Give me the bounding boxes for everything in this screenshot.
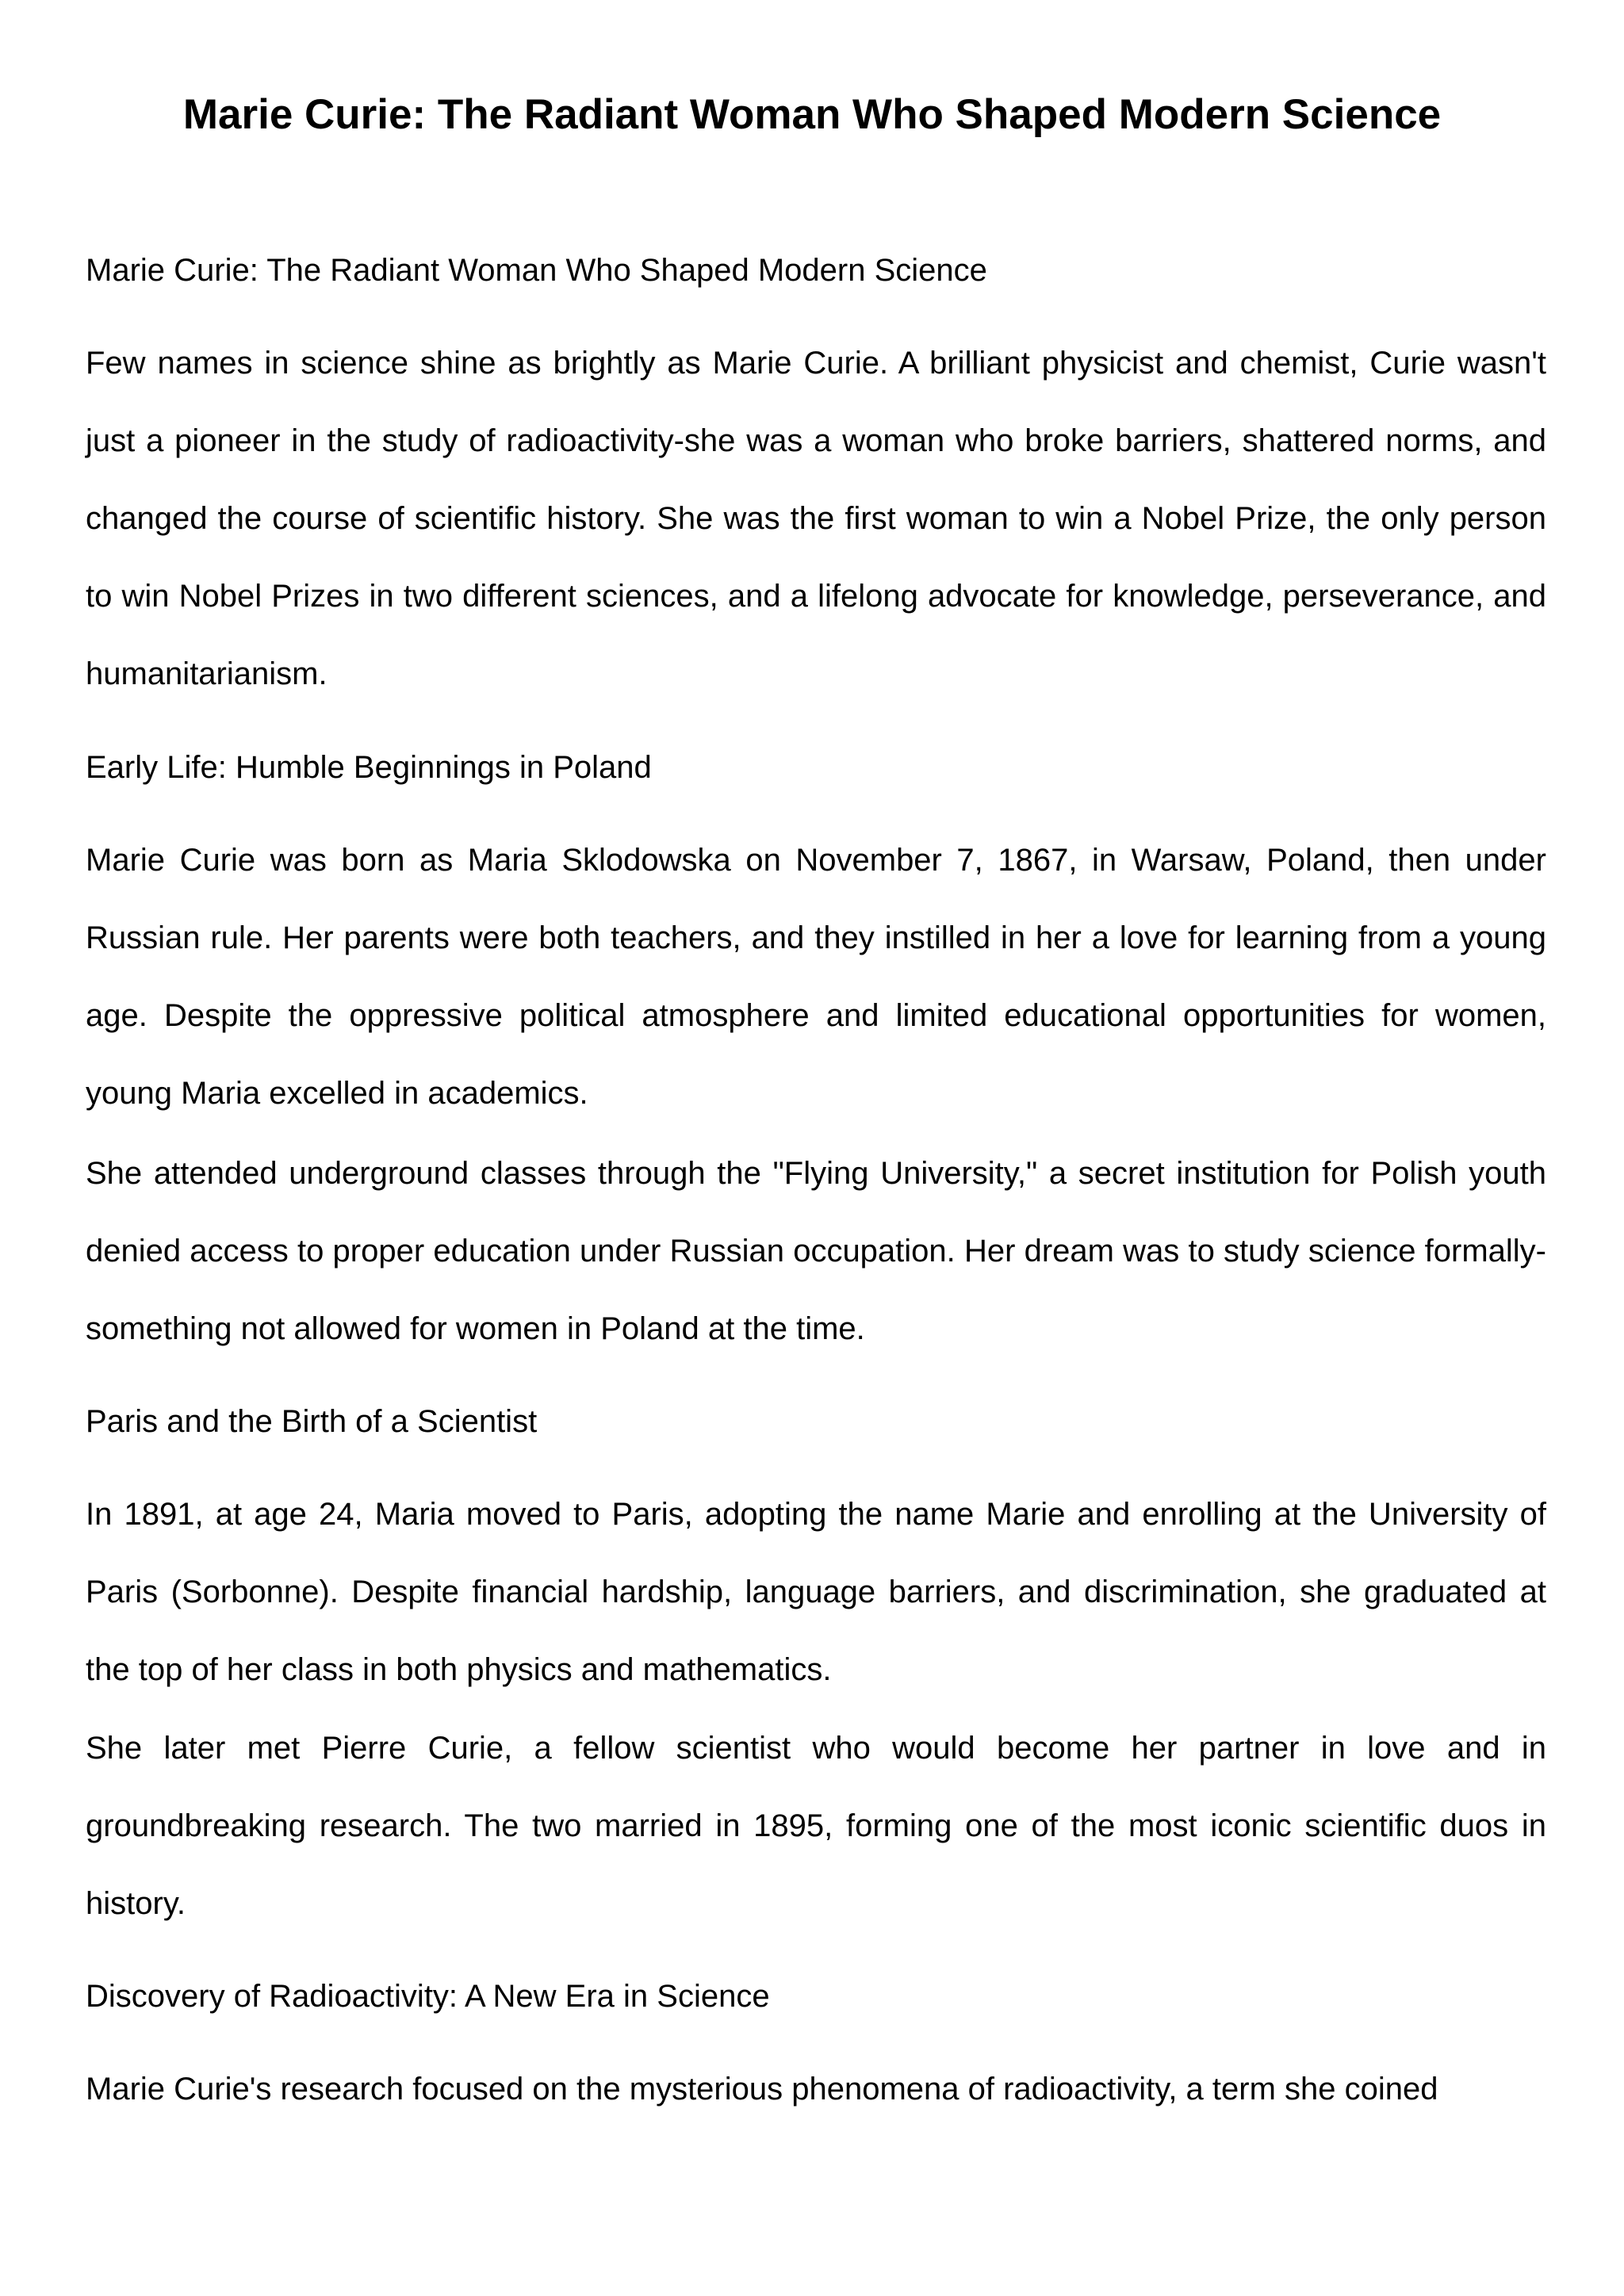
paragraph-paris-2: She later met Pierre Curie, a fellow scientist who would become her partner in love and in groundbreaking research. The two married in 1895, forming one of the most iconic scientific duos in history.: [86, 1731, 1546, 1921]
paragraph-early-life-1: Marie Curie was born as Maria Sklodowska on November 7, 1867, in Warsaw, Poland, then under Russian rule. Her parents were both teachers, and they instilled in her a love for learning from a young age. Despite the oppressive political atmosphere and limited educational opportunities for women, young Maria excelled in academics.: [86, 843, 1546, 1111]
paragraph-radioactivity-1: Marie Curie's research focused on the mysterious phenomena of radioactivity, a term she coined: [86, 2072, 1438, 2107]
section-heading-radioactivity: Discovery of Radioactivity: A New Era in Science: [86, 1979, 770, 2014]
section-heading-paris: Paris and the Birth of a Scientist: [86, 1404, 538, 1439]
intro-paragraph: Few names in science shine as brightly as Marie Curie. A brilliant physicist and chemist, Curie wasn't just a pioneer in the study of radioactivity-she was a woman who broke barriers, shattered norms, and changed the course of scientific history. She was the first woman to win a Nobel Prize, the only person to win Nobel Prizes in two different sciences, and a lifelong advocate for knowledge, perseverance, and humanitarianism.: [86, 346, 1546, 691]
subtitle: Marie Curie: The Radiant Woman Who Shaped Modern Science: [86, 253, 987, 288]
section-heading-early-life: Early Life: Humble Beginnings in Poland: [86, 750, 652, 785]
paragraph-early-life-2: She attended underground classes through the "Flying University," a secret institution for Polish youth denied access to proper education under Russian occupation. Her dream was to study science formally-something not allowed for women in Poland at the time.: [86, 1156, 1546, 1346]
page-title: Marie Curie: The Radiant Woman Who Shaped Modern Science: [182, 91, 1442, 138]
paragraph-paris-1: In 1891, at age 24, Maria moved to Paris, adopting the name Marie and enrolling at the University of Paris (Sorbonne). Despite financial hardship, language barriers, and discrimination, she graduated at the top of her class in both physics and mathematics.: [86, 1497, 1546, 1687]
